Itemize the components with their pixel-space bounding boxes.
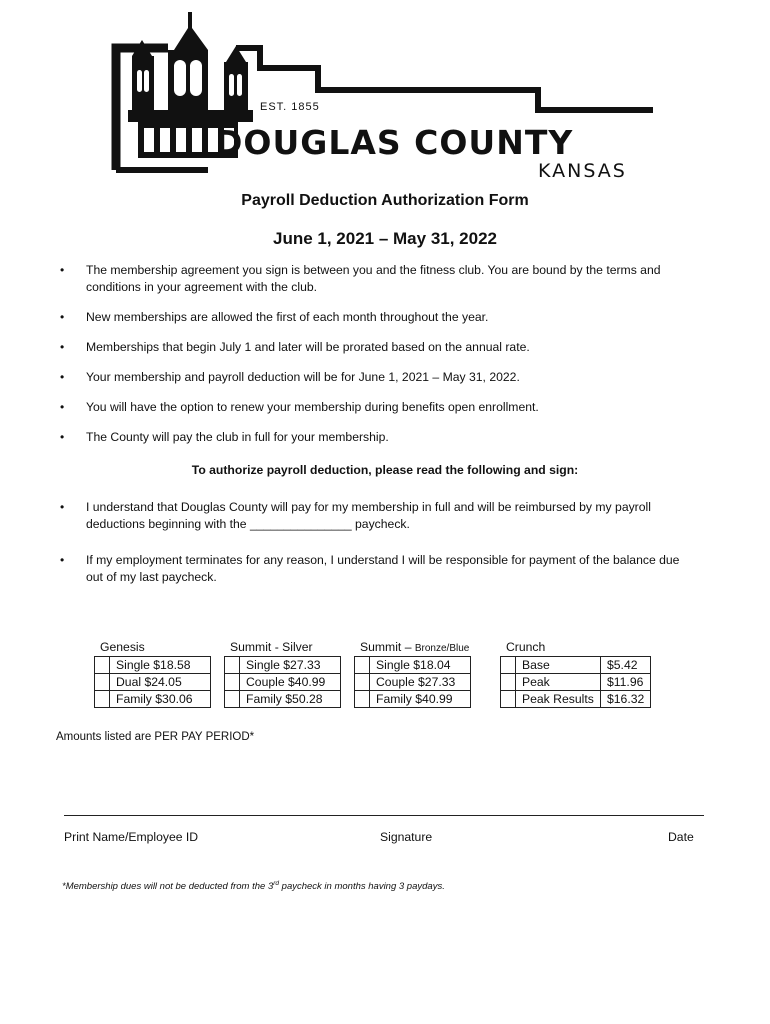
- table-row: [355, 691, 471, 708]
- plan-name: Summit - Silver: [230, 640, 313, 654]
- table-row: [501, 657, 651, 674]
- footnote-text: *Membership dues will not be deducted from the 3: [62, 881, 274, 893]
- bullet-icon: •: [60, 310, 65, 324]
- signature-label: Signature: [380, 830, 433, 844]
- plan-crunch: [500, 638, 651, 708]
- option-label: Couple $40.99: [240, 674, 341, 691]
- douglas-county-logo: [108, 10, 660, 182]
- option-checkbox[interactable]: [501, 657, 516, 674]
- bullet-icon: •: [60, 400, 65, 414]
- plan-options: [354, 656, 471, 708]
- option-checkbox[interactable]: [355, 657, 370, 674]
- table-row: [225, 657, 341, 674]
- logo-state: KANSAS: [538, 160, 627, 182]
- list-item-text: The membership agreement you sign is between you and the fitness club. You are bound by the terms and conditions in your agreement with the club.: [86, 263, 661, 294]
- option-label: Single $27.33: [240, 657, 341, 674]
- option-label: Peak Results: [516, 691, 601, 708]
- bullet-icon: •: [60, 553, 65, 567]
- date-label: Date: [668, 830, 694, 844]
- option-label: Peak: [516, 674, 601, 691]
- plan-name-suffix: Bronze/Blue: [414, 643, 470, 654]
- logo-county-name: DOUGLAS COUNTY: [215, 123, 574, 162]
- table-row: [95, 657, 211, 674]
- footnote-superscript: rd: [273, 880, 280, 887]
- option-price: $16.32: [601, 691, 651, 708]
- option-checkbox[interactable]: [501, 691, 516, 708]
- list-item-text: Memberships that begin July 1 and later will be prorated based on the annual rate.: [86, 340, 530, 354]
- table-row: [355, 674, 471, 691]
- plan-summit-bronze-blue: [354, 638, 471, 708]
- table-row: [225, 674, 341, 691]
- option-checkbox[interactable]: [95, 674, 110, 691]
- bullet-icon: •: [60, 430, 65, 444]
- option-checkbox[interactable]: [95, 691, 110, 708]
- bullet-icon: •: [60, 340, 65, 354]
- footnote-text-end: paycheck in months having 3 paydays.: [279, 881, 445, 893]
- table-row: [501, 691, 651, 708]
- option-label: Family $50.28: [240, 691, 341, 708]
- agreement-termination: If my employment terminates for any reason, I understand I will be responsible for payment of the balance due out of my last paycheck.: [86, 553, 680, 584]
- plan-summit-silver: [224, 638, 341, 708]
- print-name-label: Print Name/Employee ID: [64, 830, 199, 844]
- list-item-text: You will have the option to renew your membership during benefits open enrollment.: [86, 400, 539, 414]
- table-row: [501, 674, 651, 691]
- bullet-icon: •: [60, 370, 65, 384]
- plan-options: [94, 656, 211, 708]
- option-checkbox[interactable]: [95, 657, 110, 674]
- list-item-text: New memberships are allowed the first of each month throughout the year.: [86, 310, 489, 324]
- plan-name-main: Summit –: [360, 640, 412, 654]
- list-item-text: The County will pay the club in full for your membership.: [86, 430, 389, 444]
- plan-name: Genesis: [100, 640, 145, 654]
- plan-name: Crunch: [506, 640, 546, 654]
- option-label: Dual $24.05: [110, 674, 211, 691]
- option-price: $11.96: [601, 674, 651, 691]
- option-label: Single $18.04: [370, 657, 471, 674]
- bullet-icon: •: [60, 263, 65, 277]
- option-label: Couple $27.33: [370, 674, 471, 691]
- plan-options: [224, 656, 341, 708]
- list-item-text: Your membership and payroll deduction will be for June 1, 2021 – May 31, 2022.: [86, 370, 520, 384]
- bullet-icon: •: [60, 500, 65, 514]
- option-checkbox[interactable]: [355, 674, 370, 691]
- table-row: [95, 674, 211, 691]
- agreement-reimbursement: I understand that Douglas County will pay for my membership in full and will be reimbursed by my payroll deductions beginning with the _______________ paycheck.: [86, 500, 651, 531]
- plan-name: [354, 638, 471, 656]
- form-period: June 1, 2021 – May 31, 2022: [273, 229, 497, 248]
- option-label: Family $40.99: [370, 691, 471, 708]
- authorization-instruction: To authorize payroll deduction, please read the following and sign:: [191, 463, 579, 477]
- table-row: [95, 691, 211, 708]
- option-label: Base: [516, 657, 601, 674]
- option-checkbox[interactable]: [355, 691, 370, 708]
- option-checkbox[interactable]: [225, 657, 240, 674]
- option-checkbox[interactable]: [225, 674, 240, 691]
- plan-options: [500, 656, 651, 708]
- option-checkbox[interactable]: [501, 674, 516, 691]
- option-label: Single $18.58: [110, 657, 211, 674]
- amounts-note: Amounts listed are PER PAY PERIOD*: [56, 731, 255, 743]
- table-row: [225, 691, 341, 708]
- footnote: [62, 880, 445, 892]
- signature-line[interactable]: [64, 815, 704, 816]
- plan-genesis: [94, 638, 211, 708]
- option-checkbox[interactable]: [225, 691, 240, 708]
- option-price: $5.42: [601, 657, 651, 674]
- logo-established: EST. 1855: [260, 101, 320, 113]
- option-label: Family $30.06: [110, 691, 211, 708]
- table-row: [355, 657, 471, 674]
- form-title: Payroll Deduction Authorization Form: [241, 192, 529, 209]
